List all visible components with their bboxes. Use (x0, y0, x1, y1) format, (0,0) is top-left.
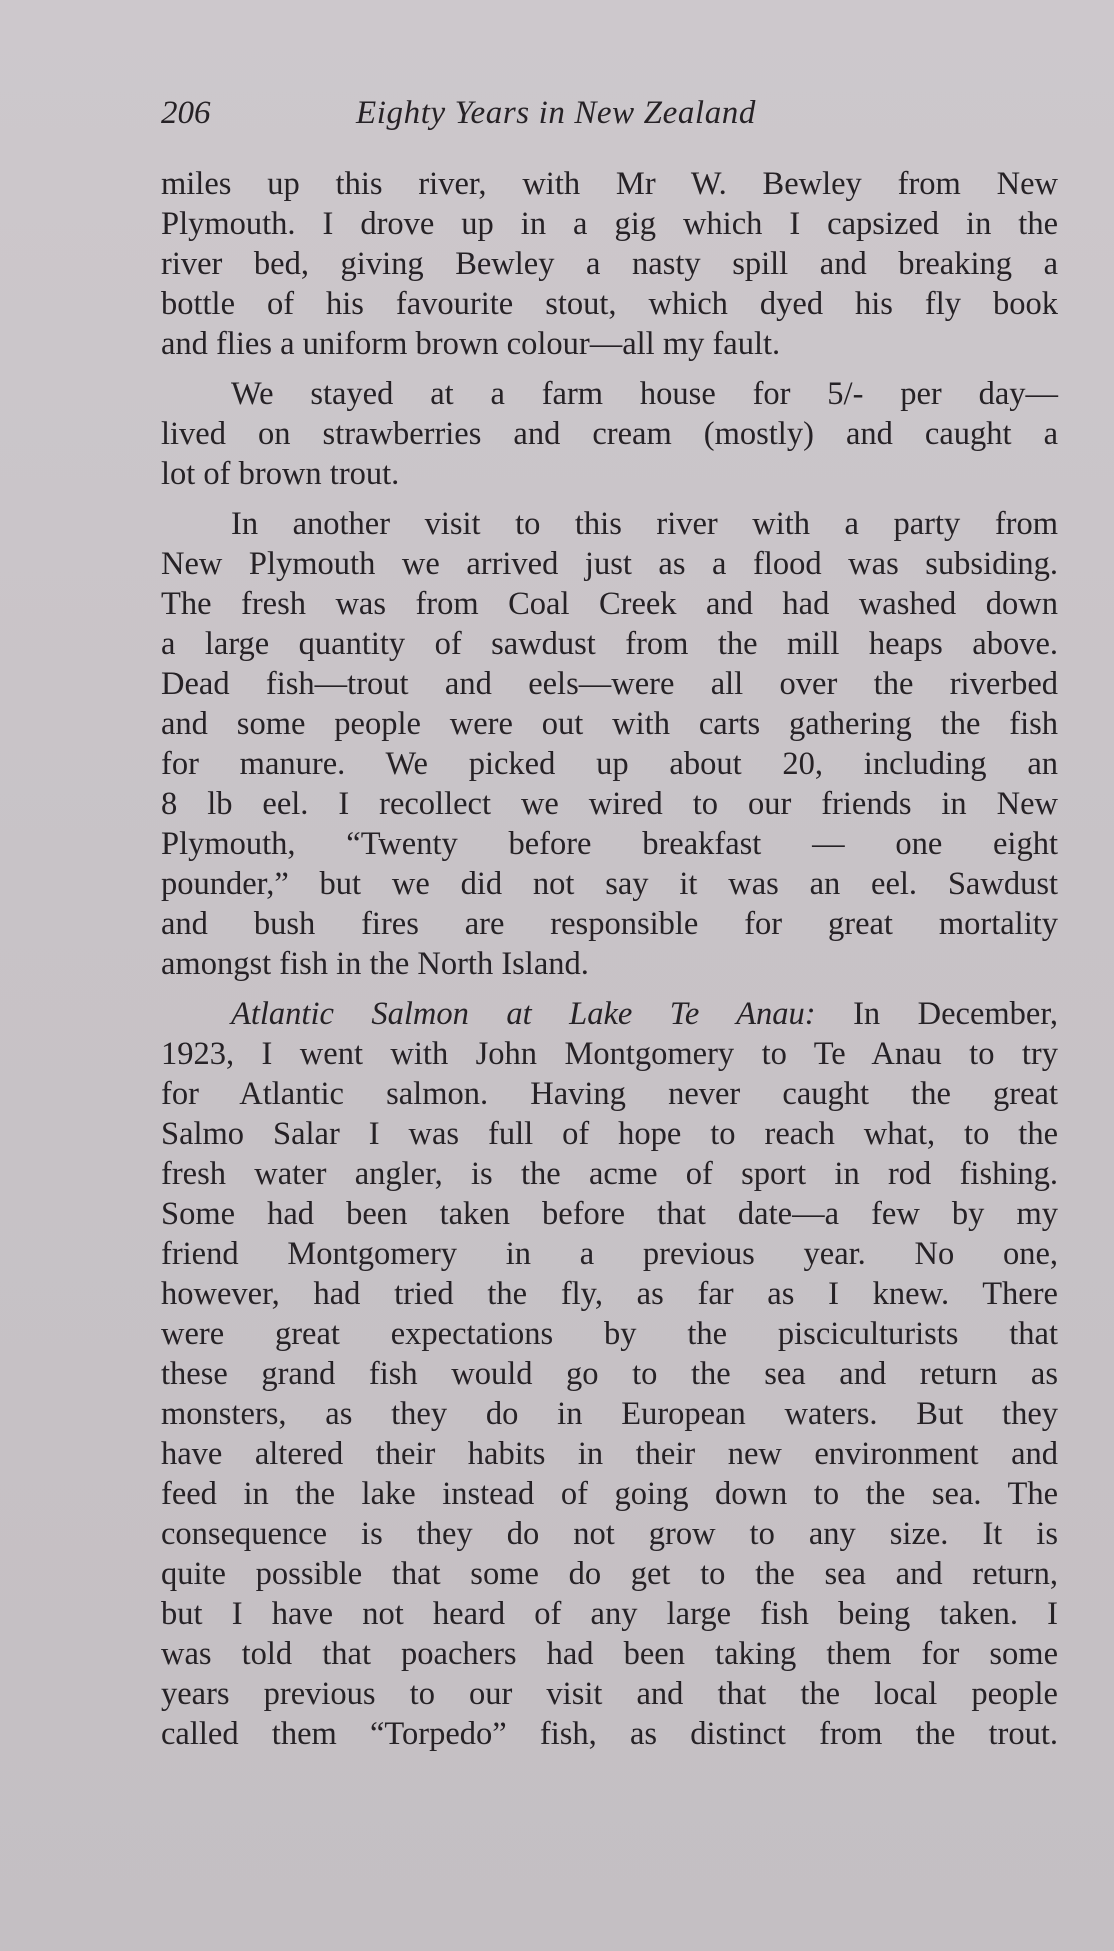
text-line: for manure. We picked up about 20, including an (161, 746, 1058, 782)
text-line: lot of brown trout. (161, 456, 400, 492)
text-line: 8 lb eel. I recollect we wired to our friends in New (161, 786, 1058, 822)
text-line: these grand fish would go to the sea and return as (161, 1356, 1058, 1392)
text-line: however, had tried the fly, as far as I knew. There (161, 1276, 1058, 1312)
text-line: New Plymouth we arrived just as a flood was subsiding. (161, 546, 1058, 582)
text-line: 1923, I went with John Montgomery to Te Anau to try (161, 1036, 1058, 1072)
body-text (161, 164, 1058, 1754)
text-line: We stayed at a farm house for 5/- per day— (231, 376, 1058, 412)
text-line (161, 994, 1058, 1034)
text-line: fresh water angler, is the acme of sport in rod fishing. (161, 1156, 1058, 1192)
text-line: pounder,” but we did not say it was an eel. Sawdust (161, 866, 1058, 902)
text-line: consequence is they do not grow to any size. It is (161, 1516, 1058, 1552)
text-line: quite possible that some do get to the sea and return, (161, 1556, 1058, 1592)
running-head (161, 88, 861, 138)
text-line: monsters, as they do in European waters. But they (161, 1396, 1058, 1432)
text-line: river bed, giving Bewley a nasty spill and breaking a (161, 246, 1058, 282)
text-line: a large quantity of sawdust from the mill heaps above. (161, 626, 1058, 662)
text-run: In December, (815, 996, 1058, 1032)
text-line: called them “Torpedo” fish, as distinct from the trout. (161, 1716, 1058, 1752)
page-number: 206 (161, 95, 211, 131)
text-line: were great expectations by the pisciculturists that (161, 1316, 1058, 1352)
text-line: years previous to our visit and that the local people (161, 1676, 1058, 1712)
text-line: but I have not heard of any large fish being taken. I (161, 1596, 1058, 1632)
text-line: friend Montgomery in a previous year. No one, (161, 1236, 1058, 1272)
text-line: In another visit to this river with a party from (231, 506, 1058, 542)
text-line: feed in the lake instead of going down to the sea. The (161, 1476, 1058, 1512)
text-line: bottle of his favourite stout, which dyed his fly book (161, 286, 1058, 322)
text-line: and some people were out with carts gathering the fish (161, 706, 1058, 742)
text-line: The fresh was from Coal Creek and had washed down (161, 586, 1058, 622)
running-title: Eighty Years in New Zealand (356, 95, 757, 131)
text-line: have altered their habits in their new environment and (161, 1436, 1058, 1472)
paragraph (161, 504, 1058, 984)
text-line: miles up this river, with Mr W. Bewley from New (161, 166, 1058, 202)
text-line: Dead fish—trout and eels—were all over the riverbed (161, 666, 1058, 702)
paragraph (161, 374, 1058, 494)
text-line: Salmo Salar I was full of hope to reach what, to the (161, 1116, 1058, 1152)
paragraph (161, 994, 1058, 1754)
text-line: Plymouth, “Twenty before breakfast — one eight (161, 826, 1058, 862)
text-line: and bush fires are responsible for great mortality (161, 906, 1058, 942)
text-line: was told that poachers had been taking them for some (161, 1636, 1058, 1672)
section-heading: Atlantic Salmon at Lake Te Anau: (231, 996, 816, 1032)
text-line: lived on strawberries and cream (mostly) and caught a (161, 416, 1058, 452)
text-line: and flies a uniform brown colour—all my fault. (161, 326, 781, 362)
text-line: amongst fish in the North Island. (161, 946, 589, 982)
text-line: for Atlantic salmon. Having never caught the great (161, 1076, 1058, 1112)
text-line: Some had been taken before that date—a few by my (161, 1196, 1058, 1232)
text-line: Plymouth. I drove up in a gig which I capsized in the (161, 206, 1058, 242)
paragraph (161, 164, 1058, 364)
